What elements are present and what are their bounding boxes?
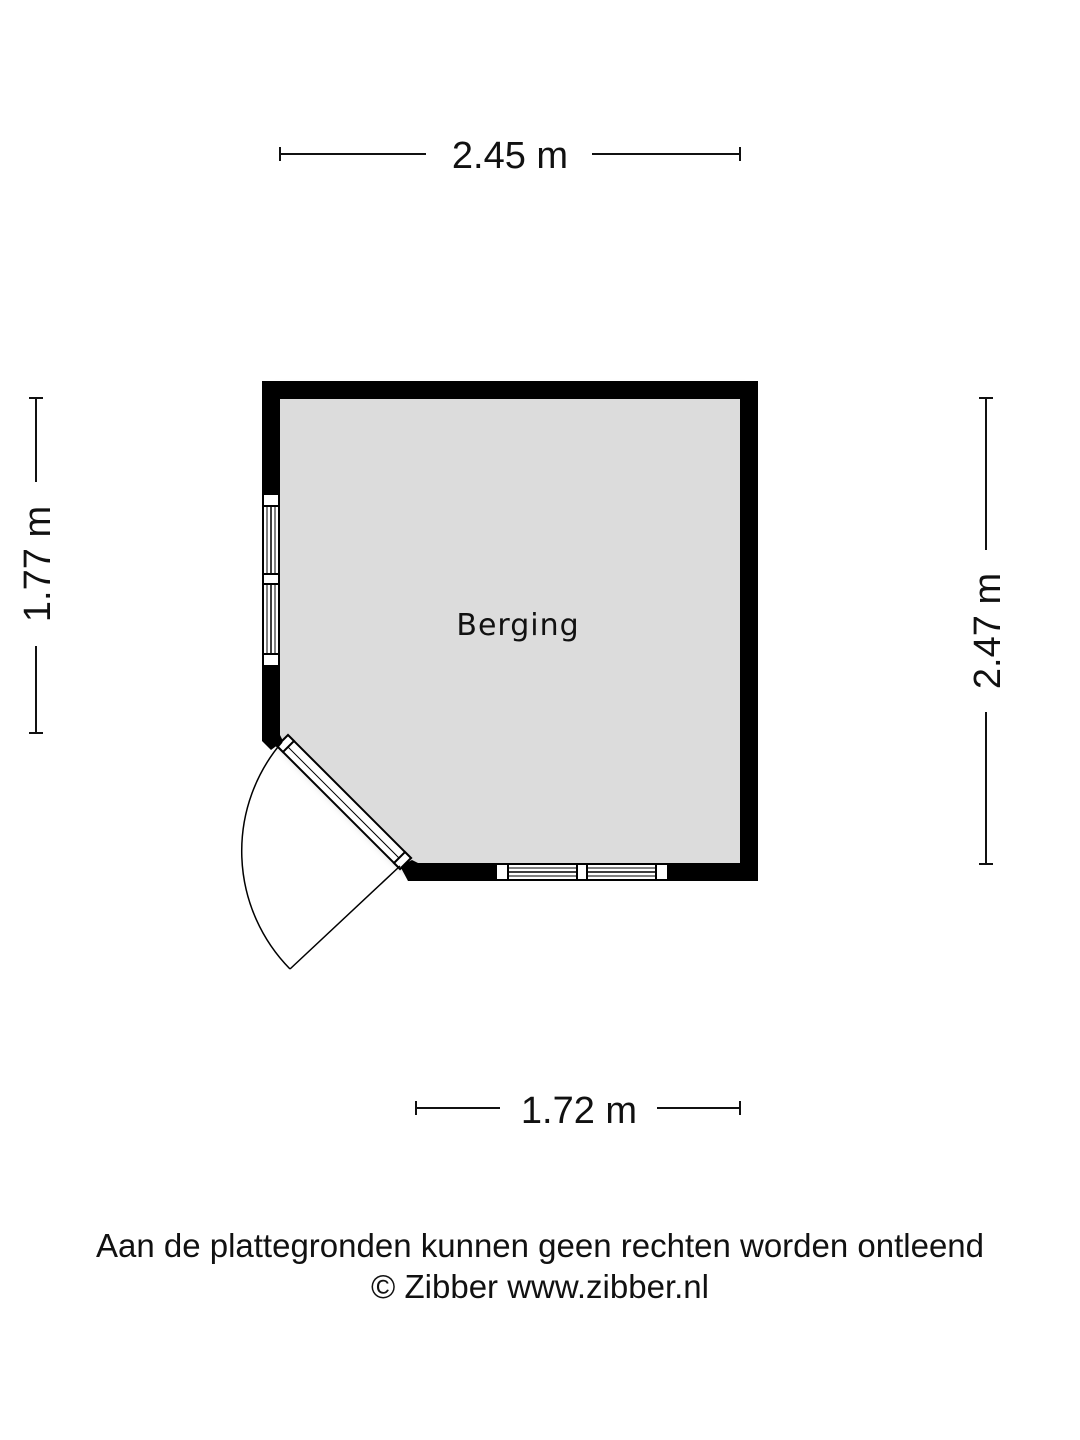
dimension-top-label: 2.45 m bbox=[451, 135, 569, 177]
left-window bbox=[263, 494, 279, 666]
disclaimer-text: Aan de plattegronden kunnen geen rechten worden ontleend bbox=[95, 1227, 985, 1264]
dimension-bottom-label: 1.72 m bbox=[520, 1090, 638, 1132]
door-leaf bbox=[290, 866, 400, 969]
dimension-left bbox=[17, 398, 59, 733]
dimension-left-label: 1.77 m bbox=[17, 505, 59, 623]
dimension-bottom bbox=[416, 1090, 740, 1132]
door-swing-arc bbox=[242, 742, 290, 969]
copyright-text: © Zibber www.zibber.nl bbox=[371, 1268, 709, 1305]
dimension-top bbox=[280, 135, 740, 177]
bottom-window bbox=[496, 864, 668, 880]
room-label: Berging bbox=[456, 608, 580, 643]
dimension-right bbox=[967, 398, 1009, 864]
dimension-right-label: 2.47 m bbox=[967, 572, 1009, 690]
